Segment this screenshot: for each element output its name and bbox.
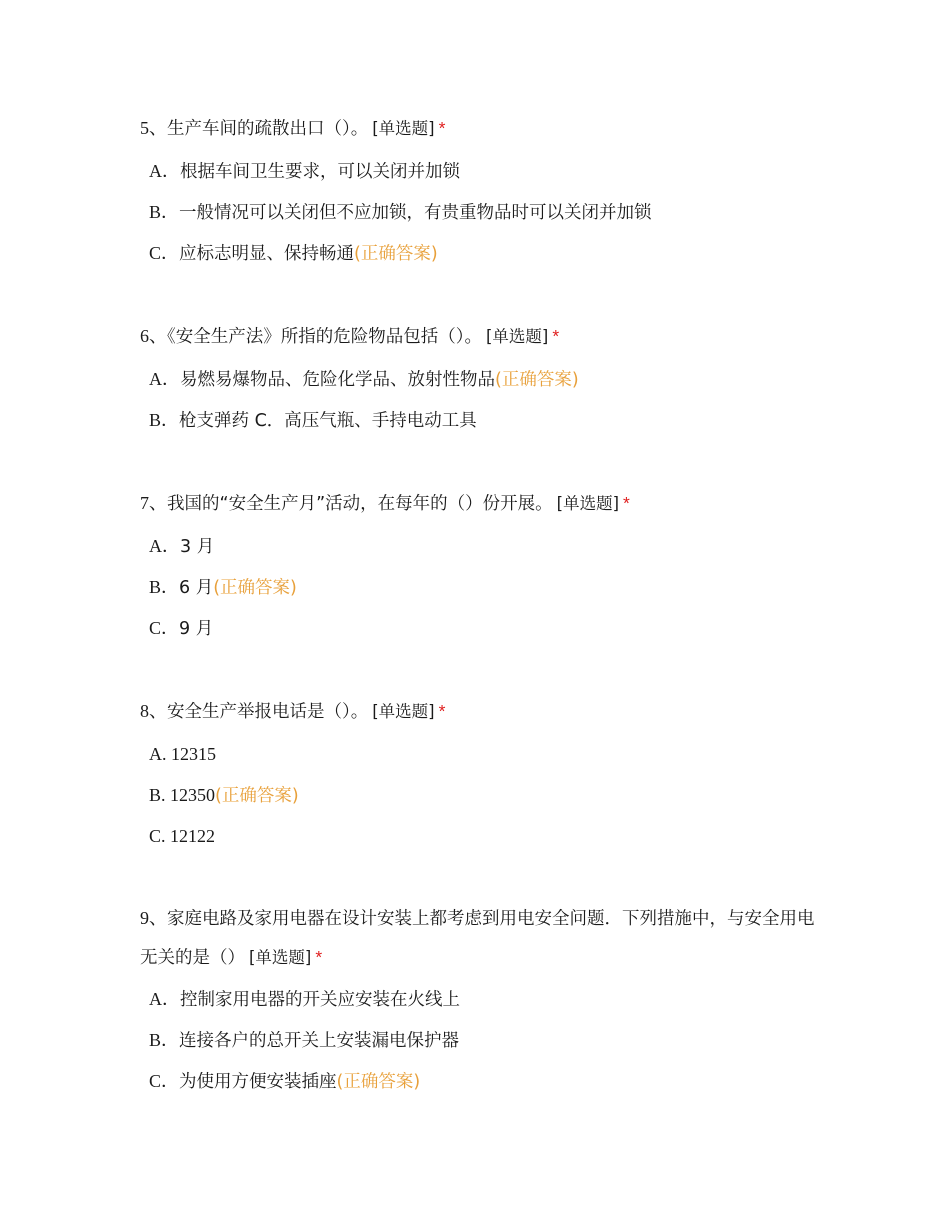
option-text: 枪支弹药 C．高压气瓶、手持电动工具	[179, 411, 477, 431]
option-a[interactable]	[149, 526, 820, 567]
option-letter: A.	[149, 744, 171, 764]
option-text: 一般情况可以关闭但不应加锁，有贵重物品时可以关闭并加锁	[179, 203, 652, 223]
required-mark: *	[438, 701, 446, 721]
option-letter: A．	[149, 989, 180, 1009]
question-8	[140, 691, 820, 857]
option-letter: B．	[149, 410, 180, 430]
correct-answer-label: (正确答案)	[336, 1072, 421, 1092]
option-letter: B.	[149, 785, 171, 805]
option-letter: B．	[149, 1030, 180, 1050]
question-number: 7、	[140, 493, 167, 513]
option-letter: A．	[149, 536, 180, 556]
question-title	[140, 108, 820, 149]
option-a[interactable]	[149, 979, 820, 1020]
option-text: 控制家用电器的开关应安装在火线上	[180, 990, 460, 1010]
question-text: 生产车间的疏散出口（）。	[167, 119, 369, 139]
option-b[interactable]	[149, 1020, 820, 1061]
option-letter: B．	[149, 202, 180, 222]
question-number: 8、	[140, 701, 167, 721]
option-b[interactable]	[149, 192, 820, 233]
required-mark: *	[623, 493, 630, 513]
required-mark: *	[552, 326, 560, 346]
correct-answer-label: (正确答案)	[354, 244, 438, 264]
required-mark: *	[438, 118, 446, 138]
option-c[interactable]	[149, 608, 820, 649]
question-type: [单选题]	[372, 119, 435, 138]
question-type: [单选题]	[486, 327, 549, 346]
question-title	[140, 899, 820, 977]
question-title	[140, 316, 820, 357]
question-5	[140, 108, 820, 274]
question-number: 6、	[140, 326, 167, 346]
option-b[interactable]	[149, 400, 820, 441]
option-list	[140, 151, 820, 274]
question-type: [单选题]	[556, 494, 620, 513]
option-text: 为使用方便安装插座	[179, 1072, 337, 1092]
option-text: 12315	[171, 744, 216, 764]
option-letter: C.	[149, 826, 171, 846]
option-text: 易燃易爆物品、危险化学品、放射性物品	[180, 370, 495, 390]
option-c[interactable]	[149, 1061, 820, 1102]
question-6	[140, 316, 820, 441]
option-letter: A．	[149, 369, 180, 389]
correct-answer-label: (正确答案)	[213, 578, 297, 598]
option-b[interactable]	[149, 775, 820, 816]
option-list	[140, 734, 820, 857]
option-text: 3 月	[180, 537, 215, 557]
question-type: [单选题]	[249, 948, 312, 967]
question-9	[140, 899, 820, 1102]
correct-answer-label: (正确答案)	[215, 786, 299, 806]
required-mark: *	[315, 947, 323, 967]
question-number: 5、	[140, 118, 167, 138]
option-b[interactable]	[149, 567, 820, 608]
option-letter: C．	[149, 243, 180, 263]
option-text: 根据车间卫生要求，可以关闭并加锁	[180, 162, 460, 182]
question-text: 家庭电路及家用电器在设计安装上都考虑到用电安全问题．下列措施中，与安全用电无关的是（）	[140, 909, 815, 968]
question-text: 《安全生产法》所指的危险物品包括（）。	[167, 327, 482, 347]
question-title	[140, 483, 820, 524]
option-text: 应标志明显、保持畅通	[179, 244, 355, 264]
option-text: 12122	[170, 826, 216, 846]
quiz-page	[140, 108, 820, 1144]
option-text: 12350	[170, 785, 216, 805]
option-text: 6 月	[179, 578, 214, 598]
question-text: 安全生产举报电话是（）。	[167, 702, 369, 722]
option-list	[140, 979, 820, 1102]
correct-answer-label: (正确答案)	[495, 370, 579, 390]
option-c[interactable]	[149, 233, 820, 274]
question-text: 我国的“安全生产月”活动，在每年的（）份开展。	[167, 494, 553, 514]
option-text: 9 月	[179, 619, 214, 639]
option-letter: B．	[149, 577, 180, 597]
option-letter: C．	[149, 618, 180, 638]
option-list	[140, 359, 820, 441]
question-title	[140, 691, 820, 732]
option-a[interactable]	[149, 734, 820, 775]
option-a[interactable]	[149, 151, 820, 192]
option-list	[140, 526, 820, 649]
option-a[interactable]	[149, 359, 820, 400]
option-letter: C．	[149, 1071, 180, 1091]
question-type: [单选题]	[372, 702, 435, 721]
question-number: 9、	[140, 908, 167, 928]
option-text: 连接各户的总开关上安装漏电保护器	[179, 1031, 460, 1051]
option-c[interactable]	[149, 816, 820, 857]
option-letter: A．	[149, 161, 180, 181]
question-7	[140, 483, 820, 649]
